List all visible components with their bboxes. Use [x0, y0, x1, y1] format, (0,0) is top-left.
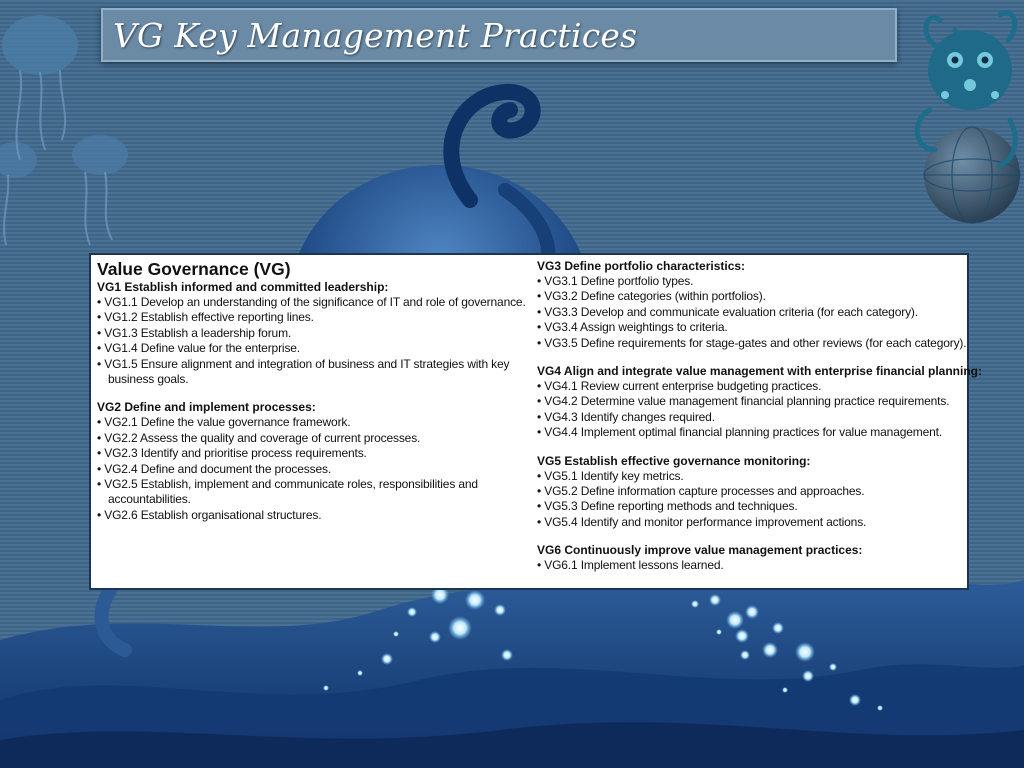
list-item: • VG1.3 Establish a leadership forum.	[97, 326, 529, 341]
list-item: • VG3.4 Assign weightings to criteria.	[537, 320, 971, 335]
list-item: • VG6.1 Implement lessons learned.	[537, 558, 971, 573]
section-heading: VG3 Define portfolio characteristics:	[537, 259, 746, 273]
section-vg2	[97, 400, 529, 523]
title-bar	[101, 8, 897, 62]
section-vg3	[537, 259, 971, 351]
list-item: • VG2.5 Establish, implement and communicate roles, responsibilities and accountabilities.	[97, 477, 529, 508]
list-item: • VG4.2 Determine value management financial planning practice requirements.	[537, 394, 971, 409]
list-item: • VG1.5 Ensure alignment and integration of business and IT strategies with key business goals.	[97, 357, 529, 388]
list-item: • VG3.2 Define categories (within portfolios).	[537, 289, 971, 304]
section-heading: VG6 Continuously improve value management practices:	[537, 543, 863, 558]
list-item: • VG1.4 Define value for the enterprise.	[97, 341, 529, 356]
list-item: • VG1.2 Establish effective reporting lines.	[97, 310, 529, 325]
list-item: • VG5.3 Define reporting methods and techniques.	[537, 499, 971, 514]
list-item: • VG2.2 Assess the quality and coverage of current processes.	[97, 431, 529, 446]
left-column	[97, 259, 529, 523]
section-heading: VG5 Establish effective governance monitoring:	[537, 453, 811, 468]
list-item: • VG5.4 Identify and monitor performance improvement actions.	[537, 515, 971, 530]
section-heading: VG1 Establish informed and committed leadership:	[97, 280, 389, 294]
list-item: • VG5.1 Identify key metrics.	[537, 469, 971, 484]
list-item: • VG2.3 Identify and prioritise process requirements.	[97, 446, 529, 461]
list-item: • VG2.1 Define the value governance framework.	[97, 415, 529, 430]
list-item: • VG3.3 Develop and communicate evaluation criteria (for each category).	[537, 305, 971, 320]
list-item: • VG3.1 Define portfolio types.	[537, 274, 971, 289]
content-box	[89, 253, 982, 590]
section-vg1	[97, 280, 529, 387]
main-heading: Value Governance (VG)	[97, 259, 291, 279]
section-heading: VG4 Align and integrate value management with enterprise financial planning:	[537, 364, 982, 379]
list-item: • VG2.6 Establish organisational structures.	[97, 508, 529, 523]
list-item: • VG4.1 Review current enterprise budgeting practices.	[537, 379, 971, 394]
list-item: • VG5.2 Define information capture processes and approaches.	[537, 484, 971, 499]
slide-title: VG Key Management Practices	[113, 16, 638, 55]
section-vg5	[537, 454, 971, 531]
section-heading: VG2 Define and implement processes:	[97, 400, 316, 415]
list-item: • VG2.4 Define and document the processes.	[97, 462, 529, 477]
section-vg4	[537, 364, 982, 441]
list-item: • VG4.3 Identify changes required.	[537, 410, 971, 425]
list-item: • VG4.4 Implement optimal financial planning practices for value management.	[537, 425, 971, 440]
section-vg6	[537, 543, 971, 573]
list-item: • VG3.5 Define requirements for stage-gates and other reviews (for each category).	[537, 336, 971, 351]
right-column	[537, 259, 982, 574]
list-item: • VG1.1 Develop an understanding of the significance of IT and role of governance.	[97, 295, 529, 310]
